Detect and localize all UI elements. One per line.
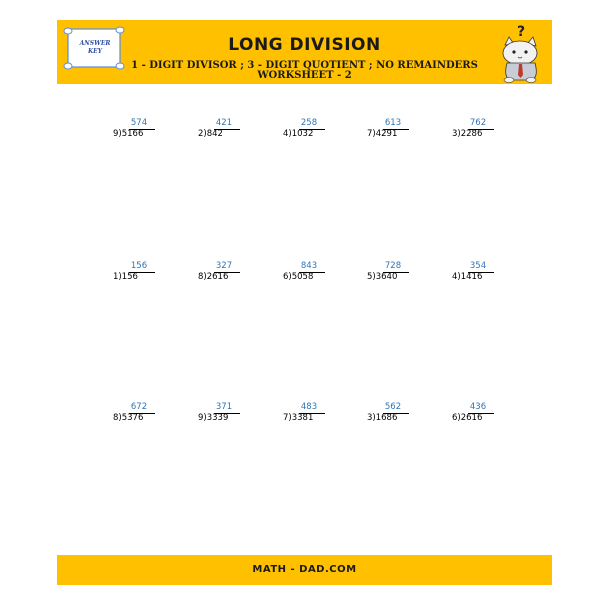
division-expression: 2)842 (198, 129, 223, 139)
division-problem (452, 118, 512, 144)
subtitle-line: 1 - DIGIT DIVISOR ; 3 - DIGIT QUOTIENT ; NO REMAINDERS (131, 60, 478, 71)
answer-key-label: ANSWER KEY (79, 40, 111, 55)
division-expression: 4)1416 (452, 272, 483, 282)
division-expression: 8)5376 (113, 413, 144, 423)
division-problem (198, 261, 258, 287)
division-problem (283, 402, 343, 428)
quotient-answer: 258 (300, 118, 318, 128)
division-expression: 5)3640 (367, 272, 398, 282)
division-expression: 3)2286 (452, 129, 483, 139)
quotient-answer: 574 (130, 118, 148, 128)
footer-band (57, 555, 552, 585)
division-problem (113, 261, 173, 287)
division-expression: 7)4291 (367, 129, 398, 139)
quotient-answer: 762 (469, 118, 487, 128)
division-expression: 4)1032 (283, 129, 314, 139)
quotient-answer: 371 (215, 402, 233, 412)
quotient-answer: 843 (300, 261, 318, 271)
division-problem (283, 261, 343, 287)
division-problem (113, 402, 173, 428)
division-problem (198, 118, 258, 144)
quotient-answer: 436 (469, 402, 487, 412)
quotient-answer: 483 (300, 402, 318, 412)
division-expression: 6)5058 (283, 272, 314, 282)
footer-site: MATH - DAD.COM (252, 564, 357, 575)
division-problem (452, 261, 512, 287)
division-expression: 7)3381 (283, 413, 314, 423)
division-expression: 6)2616 (452, 413, 483, 423)
division-expression: 9)3339 (198, 413, 229, 423)
svg-text:?: ? (517, 24, 526, 40)
quotient-answer: 354 (469, 261, 487, 271)
quotient-answer: 613 (384, 118, 402, 128)
quotient-answer: 672 (130, 402, 148, 412)
division-expression: 9)5166 (113, 129, 144, 139)
quotient-answer: 327 (215, 261, 233, 271)
division-expression: 8)2616 (198, 272, 229, 282)
division-problem (198, 402, 258, 428)
division-problem (367, 402, 427, 428)
quotient-answer: 728 (384, 261, 402, 271)
worksheet-number: WORKSHEET - 2 (257, 70, 352, 81)
division-problem (367, 118, 427, 144)
division-problem (452, 402, 512, 428)
division-expression: 1)156 (113, 272, 138, 282)
division-expression: 3)1686 (367, 413, 398, 423)
division-problem (283, 118, 343, 144)
division-problem (367, 261, 427, 287)
quotient-answer: 421 (215, 118, 233, 128)
quotient-answer: 562 (384, 402, 402, 412)
division-problem (113, 118, 173, 144)
page-title: LONG DIVISION (228, 35, 381, 55)
quotient-answer: 156 (130, 261, 148, 271)
